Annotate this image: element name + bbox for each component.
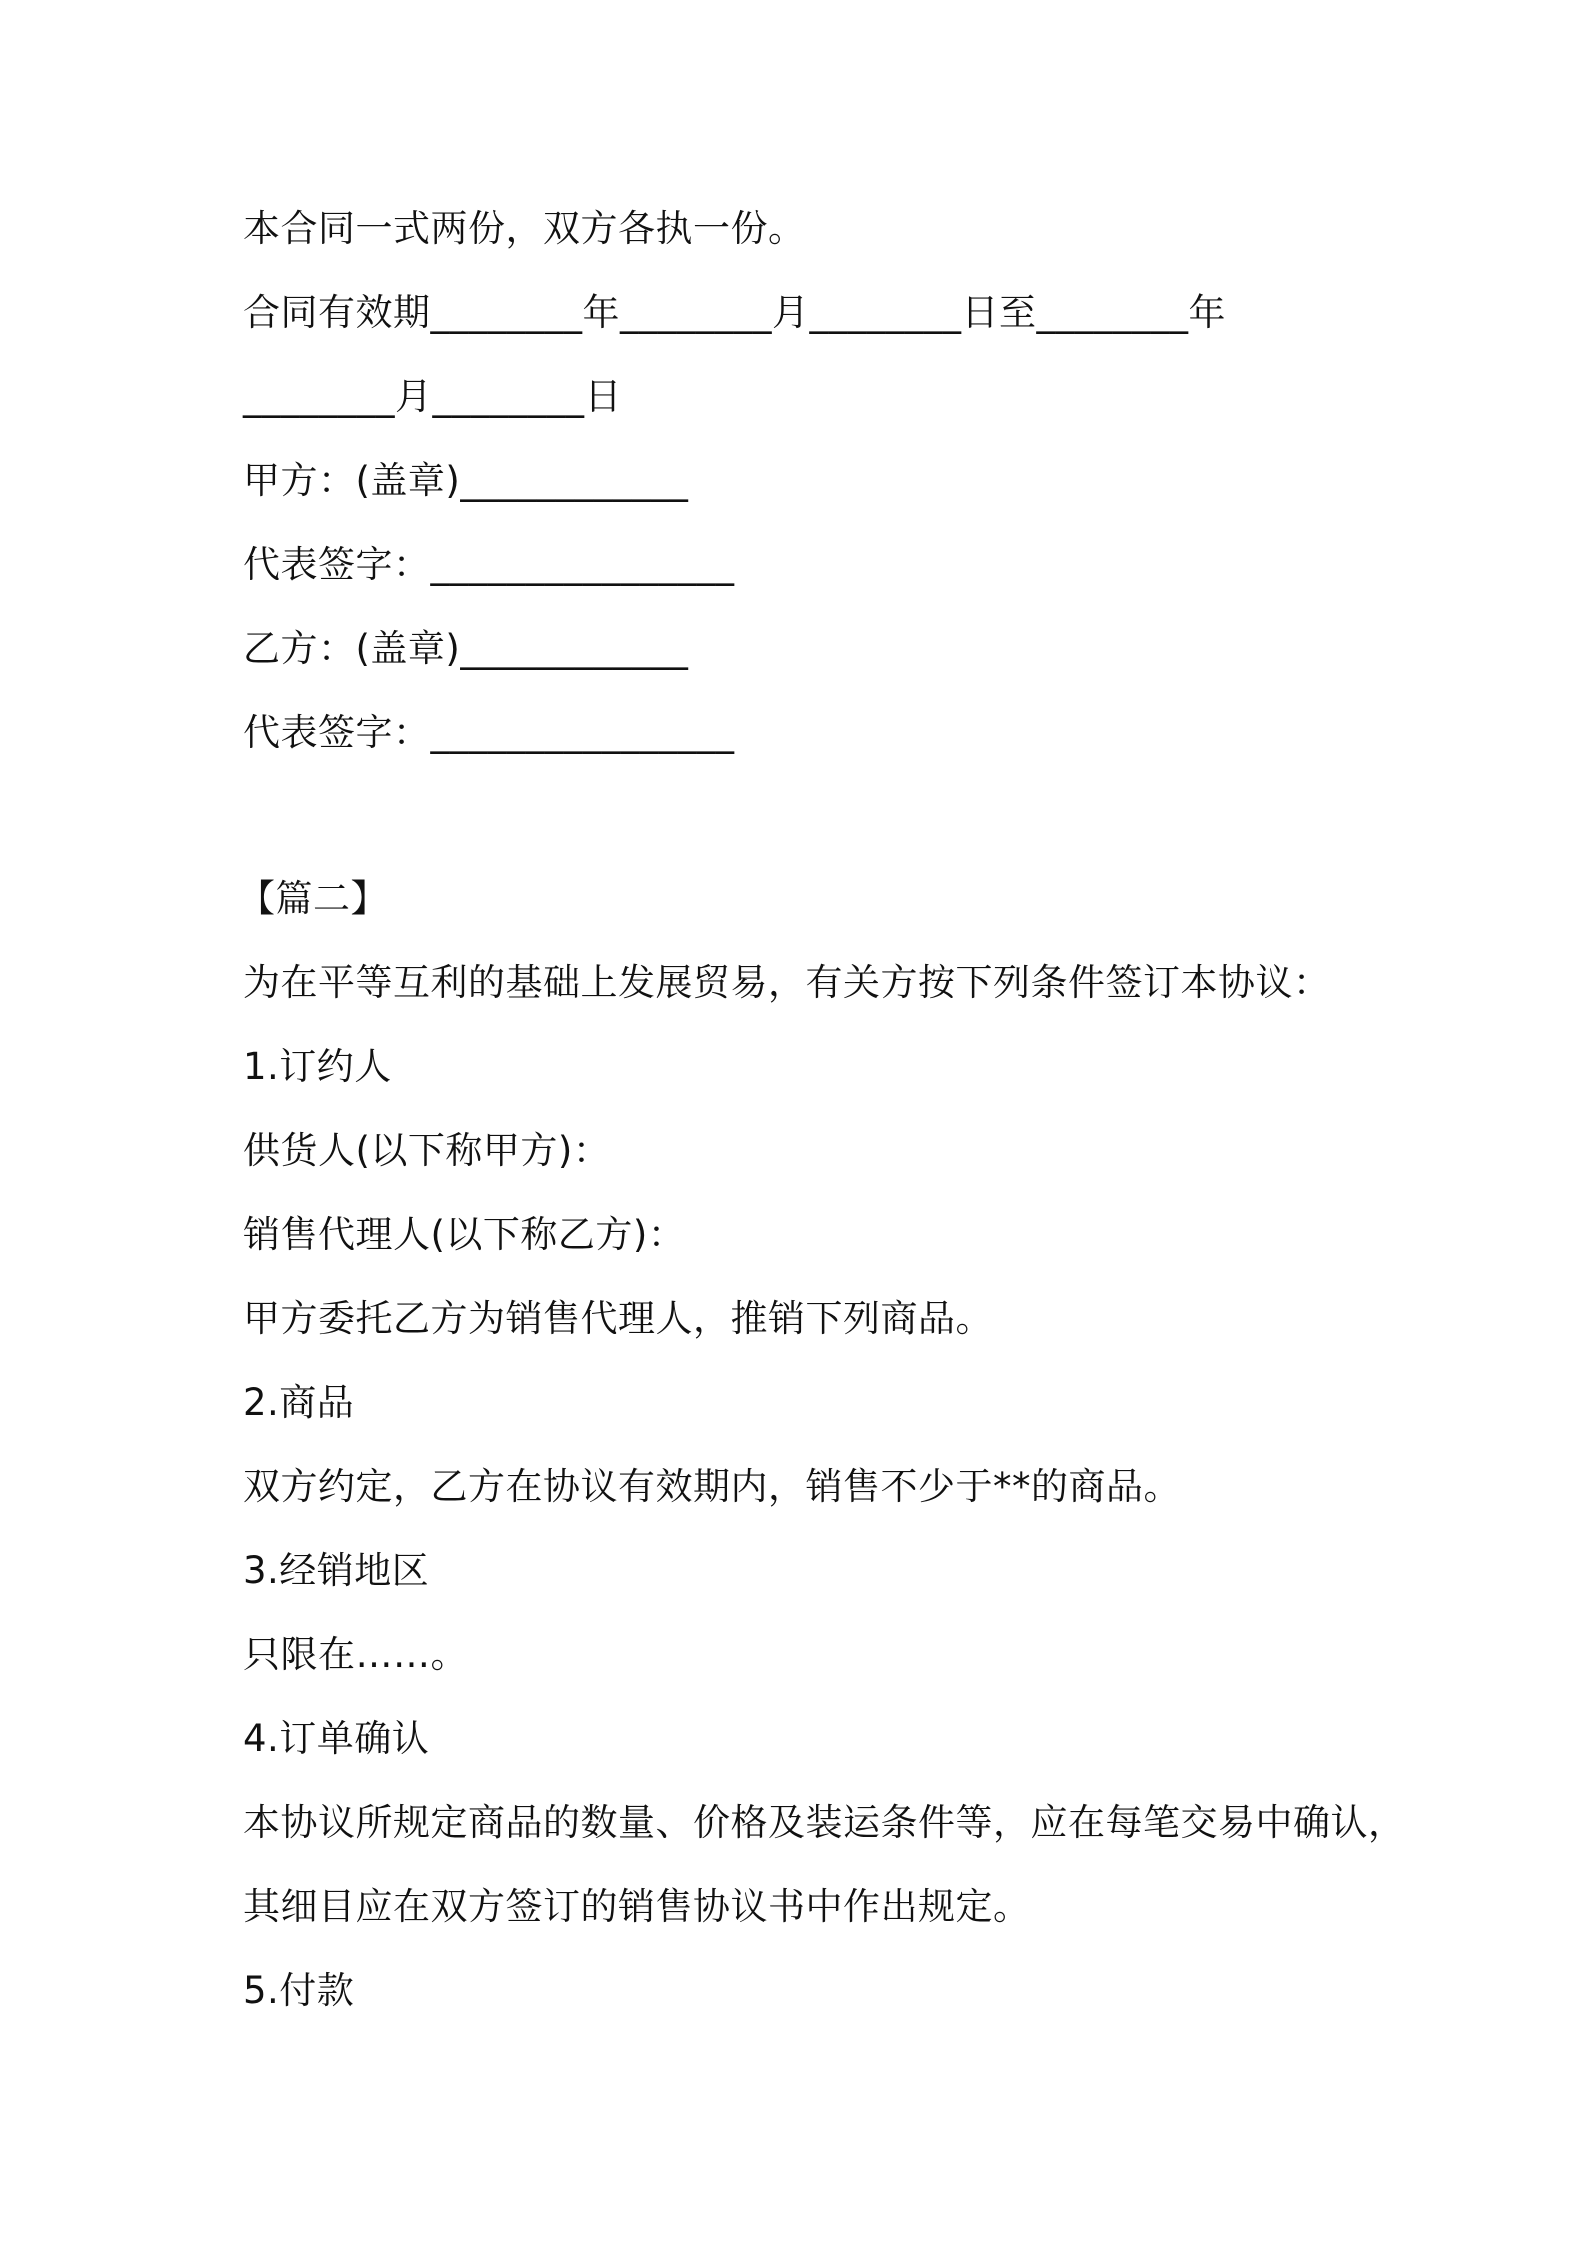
clause-5-title: 5.付款: [243, 1969, 355, 2012]
party-a-signature-line: 代表签字：________________: [243, 543, 735, 586]
clause-3-title: 3.经销地区: [243, 1549, 430, 1592]
section-heading: 【篇二】: [238, 877, 388, 920]
contract-copies-text: 本合同一式两份，双方各执一份。: [243, 207, 806, 250]
supplier-line: 供货人(以下称甲方)：: [243, 1129, 611, 1172]
clause-4-text-line-2: 其细目应在双方签订的销售协议书中作出规定。: [243, 1885, 1031, 1928]
party-a-seal-line: 甲方：(盖章)____________: [243, 459, 689, 502]
clause-2-title: 2.商品: [243, 1381, 355, 1424]
party-b-signature-line: 代表签字：________________: [243, 711, 735, 754]
clause-2-text: 双方约定，乙方在协议有效期内，销售不少于**的商品。: [243, 1465, 1181, 1508]
party-b-seal-line: 乙方：(盖章)____________: [243, 627, 689, 670]
validity-period-line-1: 合同有效期________年________月________日至________年: [243, 291, 1226, 334]
appointment-text: 甲方委托乙方为销售代理人，推销下列商品。: [243, 1297, 993, 1340]
clause-3-text: 只限在……。: [243, 1633, 468, 1676]
agreement-intro: 为在平等互利的基础上发展贸易，有关方按下列条件签订本协议：: [243, 961, 1331, 1004]
clause-1-title: 1.订约人: [243, 1045, 392, 1088]
clause-4-title: 4.订单确认: [243, 1717, 430, 1760]
validity-period-line-2: ________月________日: [243, 375, 622, 418]
clause-4-text-line-1: 本协议所规定商品的数量、价格及装运条件等，应在每笔交易中确认，: [243, 1801, 1406, 1844]
sales-agent-line: 销售代理人(以下称乙方)：: [243, 1213, 686, 1256]
